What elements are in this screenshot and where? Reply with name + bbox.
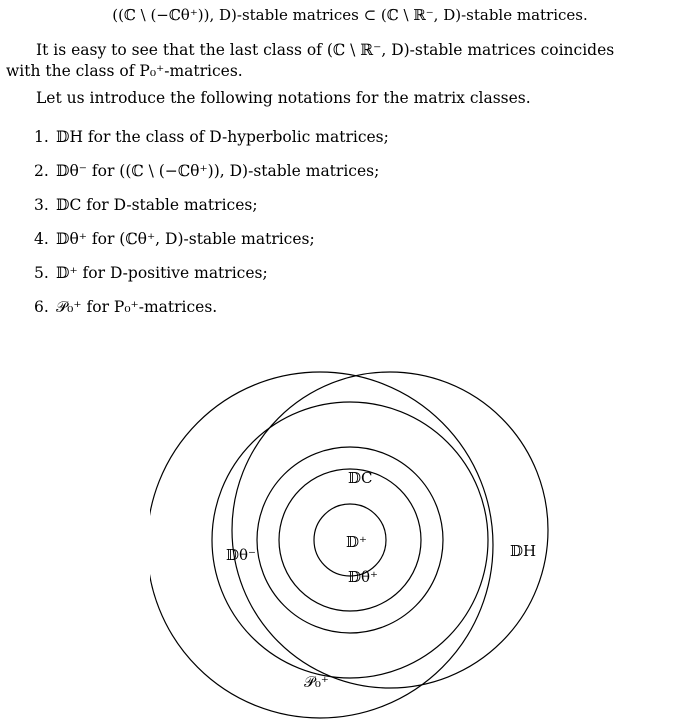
list-number: 2. — [34, 162, 49, 180]
circle-p0-plus — [150, 372, 493, 718]
label-dplus: 𝔻⁺ — [346, 533, 367, 551]
list-number: 5. — [34, 264, 49, 282]
list-item — [34, 256, 389, 290]
list-number: 3. — [34, 196, 49, 214]
list-item — [34, 222, 389, 256]
list-item — [34, 290, 389, 324]
list-number: 6. — [34, 298, 49, 316]
paragraph-introduce: Let us introduce the following notations for the matrix classes. — [36, 89, 531, 107]
list-number: 4. — [34, 230, 49, 248]
paragraph-line: It is easy to see that the last class of (ℂ \ ℝ⁻, D)-stable matrices coincides — [36, 41, 615, 59]
list-text: 𝔻C for D-stable matrices; — [56, 196, 258, 214]
label-dtheta-minus: 𝔻θ⁻ — [226, 546, 256, 564]
notation-list — [34, 120, 389, 324]
label-p0-plus: 𝒫₀⁺ — [304, 673, 329, 691]
list-text: 𝒫₀⁺ for P₀⁺-matrices. — [56, 298, 218, 316]
list-text: 𝔻θ⁺ for (ℂθ⁺, D)-stable matrices; — [56, 230, 315, 248]
list-text: 𝔻θ⁻ for ((ℂ \ (−ℂθ⁺)), D)-stable matrices; — [56, 162, 380, 180]
list-text: 𝔻H for the class of D-hyperbolic matrices; — [56, 128, 389, 146]
list-item — [34, 188, 389, 222]
venn-diagram — [150, 360, 550, 720]
list-number: 1. — [34, 128, 49, 146]
label-dh: 𝔻H — [510, 542, 537, 560]
paragraph-coincides — [6, 40, 614, 82]
list-text: 𝔻⁺ for D-positive matrices; — [56, 264, 268, 282]
list-item — [34, 154, 389, 188]
display-equation: ((ℂ \ (−ℂθ⁺)), D)-stable matrices ⊂ (ℂ \ ℝ⁻, D)-stable matrices. — [112, 6, 588, 24]
paragraph-line: with the class of P₀⁺-matrices. — [6, 62, 243, 80]
label-dtheta-plus: 𝔻θ⁺ — [348, 568, 378, 586]
label-dc: 𝔻C — [348, 469, 373, 487]
list-item — [34, 120, 389, 154]
